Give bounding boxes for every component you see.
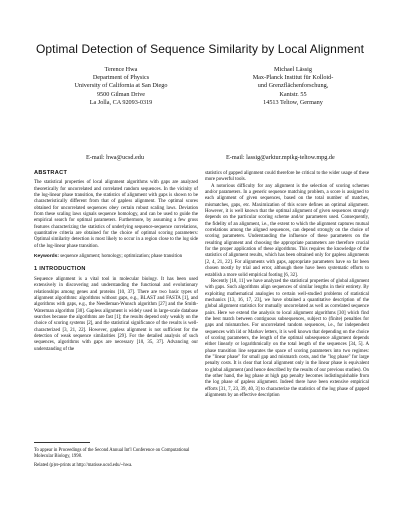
author-address: 9500 Gilman Drive: [96, 90, 146, 98]
author-block-1: [46, 66, 196, 107]
author-name: Michael Lässig: [274, 66, 312, 73]
keywords-label: Keywords:: [34, 254, 60, 260]
author-affiliation: University of California at San Diego: [74, 82, 168, 90]
paper-title: Optimal Detection of Sequence Similarity by Local Alignment: [35, 42, 365, 56]
author-address: La Jolla, CA 92093-0319: [89, 98, 153, 106]
keywords: [34, 254, 198, 260]
paragraph: A notorious difficulty for any alignment is the selection of scoring schemes and/or parameters. In a generic sequence matching problem, a score is assigned to each alignment of given sequences, based on the total number of matches, mismatches, gaps, etc. Maximization of this score defines an optimal alignment. However, it is well known that the optimal alignment of given sequences strongly depends on the particular scoring scheme and/or parameters used. Consequently, the fidelity of an alignment, i.e., the extent to which the alignment captures mutual correlations among the aligned sequences, can depend strongly on the choice of scoring parameters. Understanding the influence of these parameters on the resulting alignment and choosing the appropriate parameters are therefore crucial for the proper application of these algorithms. This requires the knowledge of the statistics of alignment results, which has been obtained only for gapless alignments [2, 4, 21, 22]. For alignments with gaps, appropriate parameters have so far been chosen mostly by trial and error, although there have been systematic efforts to establish a more solid empirical footing [6, 32].: [205, 183, 369, 278]
abstract-text: The statistical properties of local alignment algorithms with gaps are analyzed theoretically for uncorrelated and correlated random sequences. In the vicinity of the log-linear phase transition, the statistics of alignment with gaps is shown to be characteristically different from that of gapless alignment. The optimal scores obtained for uncorrelated sequences obey certain robust scaling laws. Deviation from these scaling laws signals sequence homology, and can be used to guide the empirical search for optimal parameters. Furthermore, by assuming a few gross features characterizing the statistics of underlying sequence-sequence correlations, quantitative criteria are obtained for the choice of optimal scoring parameters: Optimal similarity detection is most likely to occur in a region close to the log side of the log-linear phase transition.: [34, 180, 198, 249]
footnote-line-1: To appear in Proceedings of the Second Annual Int'l Conference on Computational Molecular Biology, 1998.: [34, 448, 190, 460]
left-column: [34, 170, 198, 353]
author-affiliation: Department of Physics: [92, 74, 150, 82]
right-column: [205, 171, 369, 399]
author-name: Terence Hwa: [104, 66, 138, 73]
footnote: [34, 442, 198, 471]
paragraph: Recently [18, 11] we have analyzed the statistical properties of global alignment with gaps. Such algorithms align sequences of similar lengths in their entirety. By exploiting mathematical analogies to certain well-studied problems of statistical mechanics [13, 16, 17, 23], we have obtained a quantitative description of the global alignment statistics for mutually uncorrelated as well as correlated sequence pairs. Here we extend the analysis to local alignment algorithms [30] which find the best match between contiguous subsequences, subject to (finite) penalties for gaps and mismatches. For uncorrelated random sequences, i.e., for independent sequences with iid or Markov letters, it is well known that depending on the choice of scoring parameters, the length of the optimal subsequence alignment depends either linearly or logarithmically on the total length of the sequences [34, 5]. A phase transition line separates the space of scoring parameters into two regimes: the "linear phase" for small gap and mismatch costs, and the "log phase" for large penalty costs. It is clear that local alignment only in the linear phase is equivalent to global alignment (and hence described by the results of our previous studies). On the other hand, the log phase at high gap penalty becomes indistinguishable from the log phase of gapless alignment. Indeed there have been extensive empirical efforts [31, 7, 23, 39, 40, 3] to characterize the statistics of the log phase of gapped alignments by an effective description: [205, 278, 369, 399]
author-affiliation: und Grenzflächenforschung,: [257, 82, 329, 90]
keywords-text: sequence alignment; homology; optimization; phase transition: [60, 254, 183, 260]
author-address: Kantstr. 55: [279, 90, 307, 98]
author-email-2: E-mail: lassig@arktur.mpikg-teltow.mpg.de: [226, 154, 335, 161]
author-address: 14513 Teltow, Germany: [263, 98, 323, 106]
intro-heading: 1 INTRODUCTION: [34, 266, 86, 273]
footnote-line-2: Related (p)re-prints at http://matisse.ucsd.edu/~hwa.: [34, 462, 133, 468]
author-email-1: E-mail: hwa@ucsd.edu: [86, 154, 144, 161]
paragraph: statistics of gapped alignment could therefore be critical to the wider usage of these more powerful tools.: [205, 171, 369, 183]
author-block-2: [218, 66, 368, 107]
author-affiliation: Max-Planck Institut für Kolloid-: [252, 74, 334, 82]
footnote-rule: [34, 442, 90, 443]
intro-text: Sequence alignment is a vital tool in molecular biology. It has been used extensively in discovering and understanding the functional and evolutionary relationships among genes and proteins [10, 37]. There are two basic types of alignment algorithms: algorithms without gaps, e.g., BLAST and FASTA [1], and algorithms with gaps, e.g., the Needleman-Wunsch algorithm [27] and the Smith-Waterman algorithm [30]. Gapless alignment is widely used in large-scale database searches because the algorithms are fast [1]; the results depend only weakly on the choice of scoring systems [2], and the statistical significance of the results is well-characterized [3, 21, 22]. However, gapless alignment is not sufficient for the detection of weak sequence similarities [29]. For the detailed analysis of such sequences, algorithms with gaps are necessary [10, 35, 37]. Advancing our understanding of the: [34, 276, 198, 352]
abstract-heading: ABSTRACT: [34, 170, 68, 176]
